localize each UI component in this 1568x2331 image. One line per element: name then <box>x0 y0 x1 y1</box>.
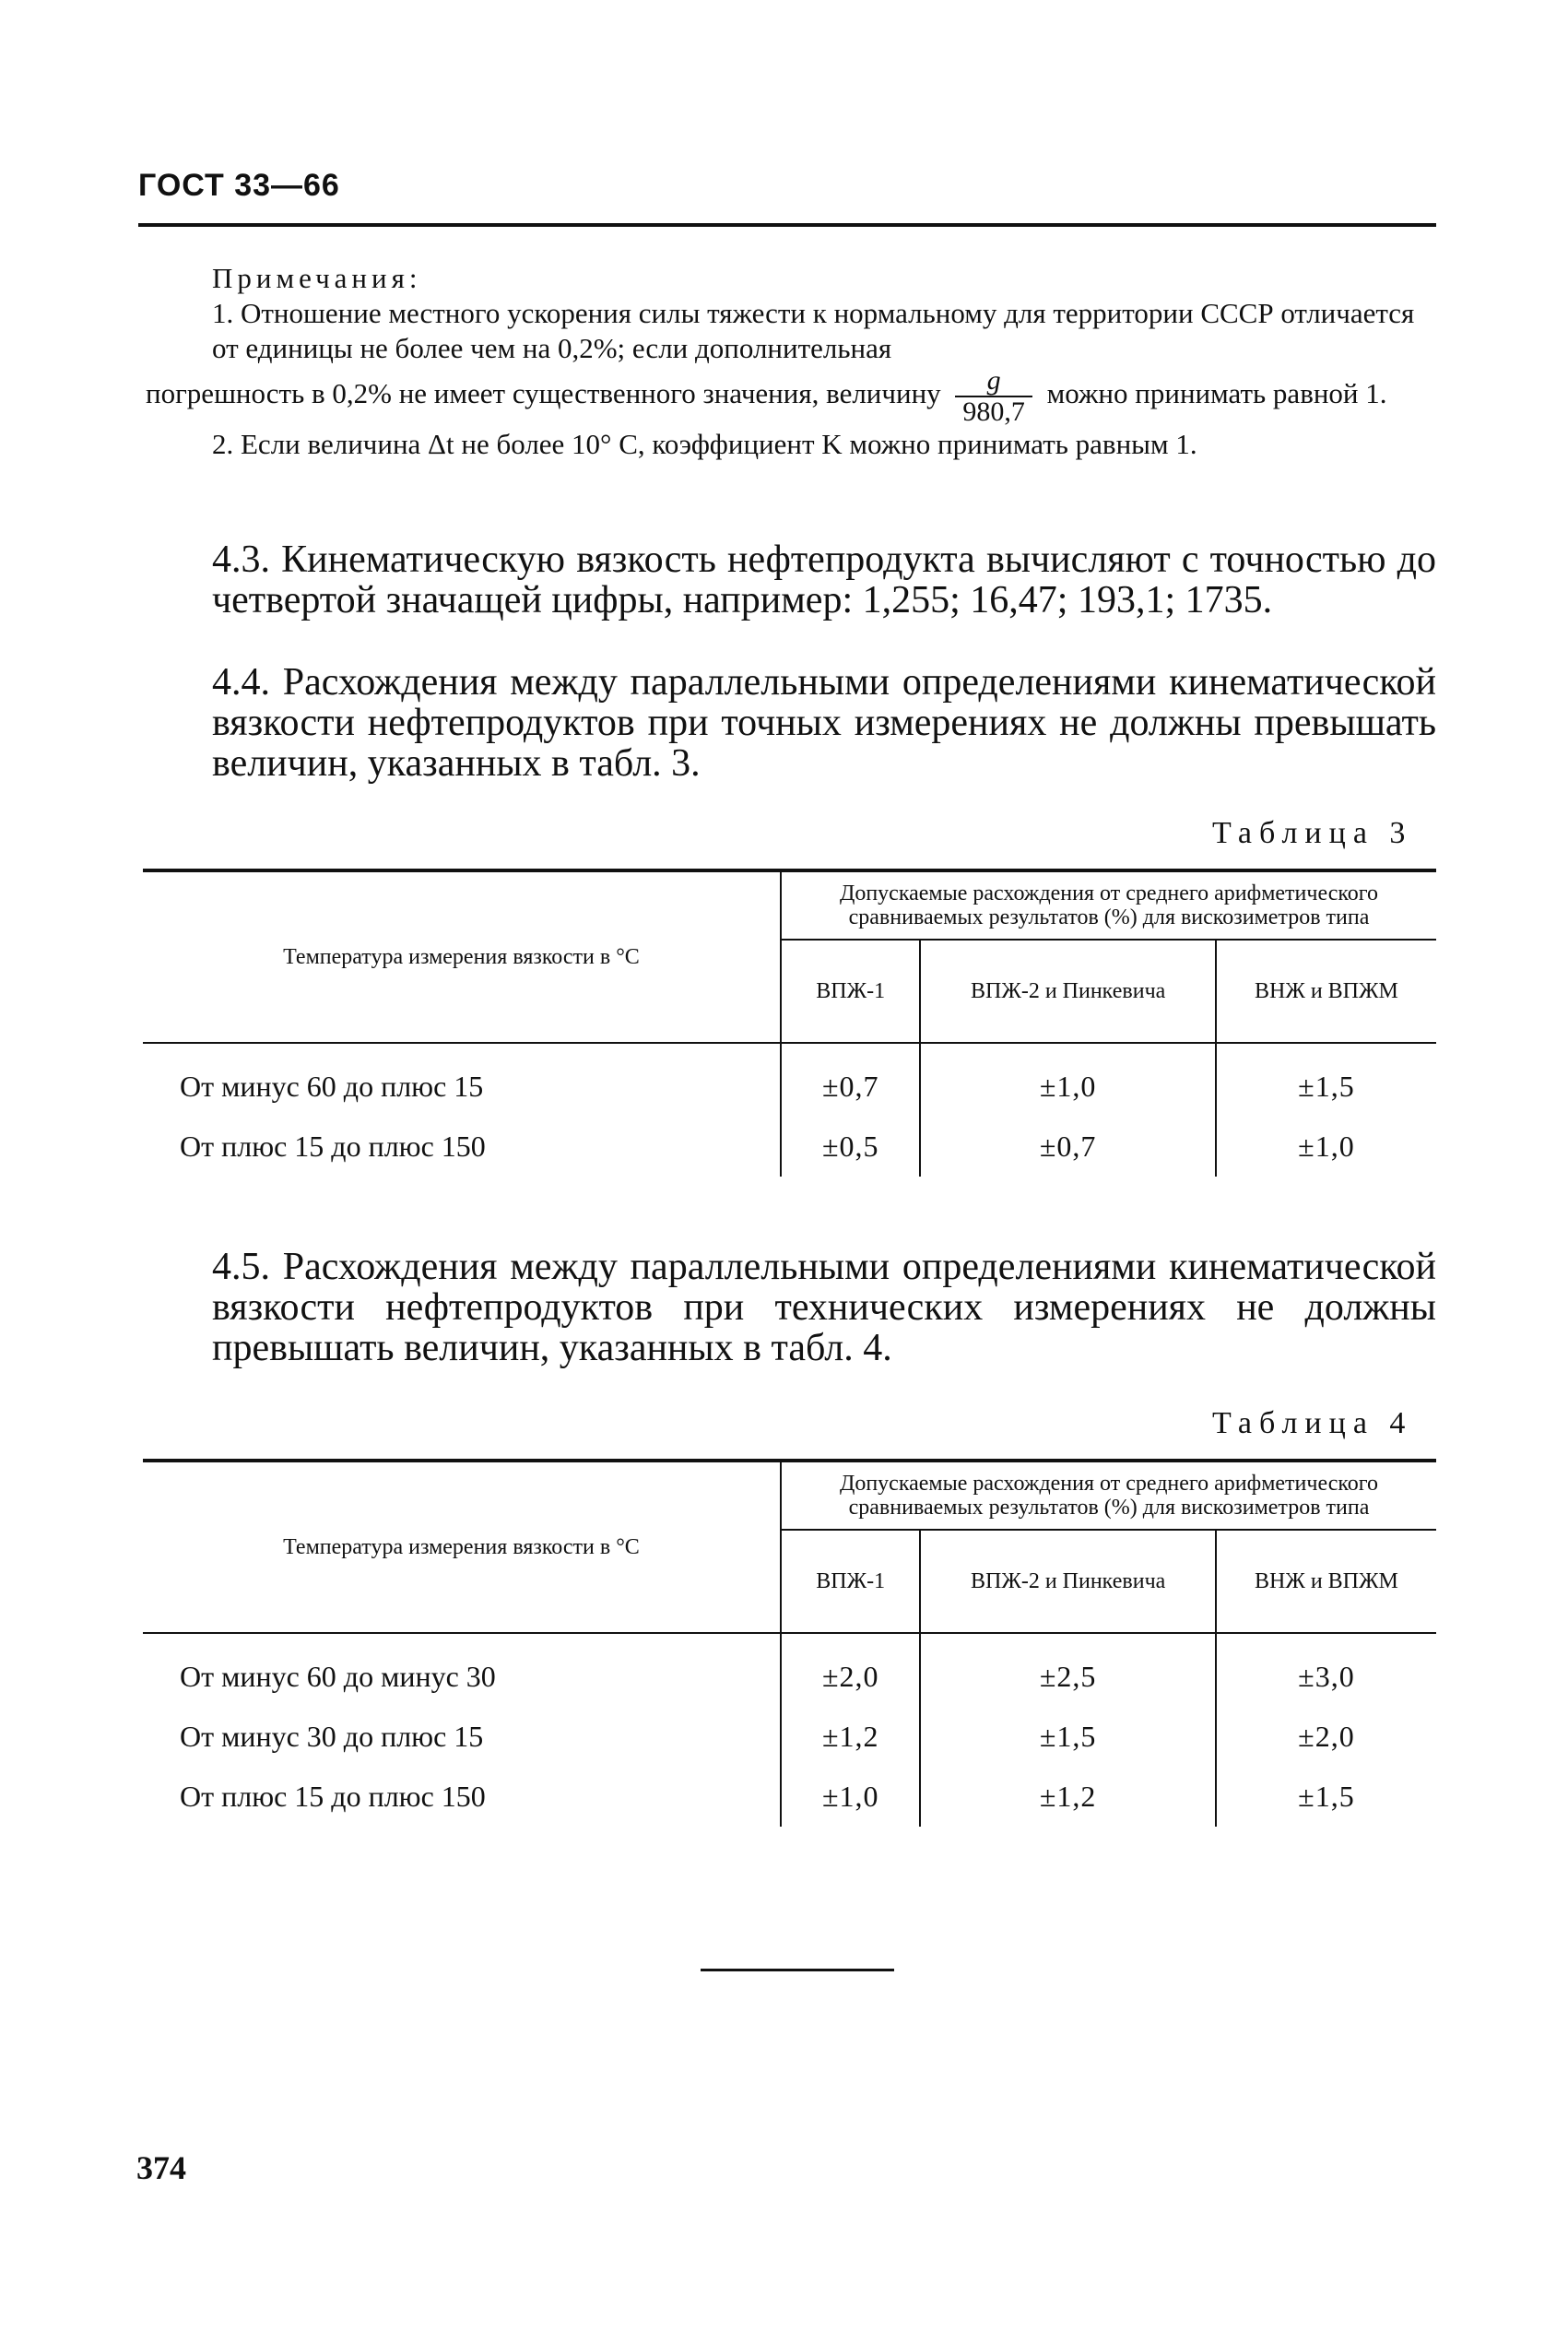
paragraph-4-3-text: 4.3. Кинематическую вязкость нефтепродукта вычисляют с точностью до четвертой значащей цифры, например: 1,255; 16,47; 193,1; 1735. <box>212 538 1436 621</box>
table-row <box>143 1633 1436 1707</box>
table-3-temp-header: Температура измерения вязкости в °С <box>143 870 781 1043</box>
table-3-caption: Таблица 3 <box>1212 816 1413 850</box>
table-4-row-3-label: От плюс 15 до плюс 150 <box>180 1780 486 1813</box>
table-4-row-1-v2: ±2,5 <box>920 1633 1215 1707</box>
fraction <box>955 366 1032 427</box>
paragraph-4-4-text: 4.4. Расхождения между параллельными определениями кинематической вязкости нефтепродуктов при точных измерениях не должны превышать величин, указанных в табл. 3. <box>212 661 1436 785</box>
paragraph-4-5-text: 4.5. Расхождения между параллельными определениями кинематической вязкости нефтепродуктов при технических измерениях не должны превышать величин, указанных в табл. 4. <box>212 1246 1436 1369</box>
paragraph-4-4 <box>146 662 1436 784</box>
table-4-caption: Таблица 4 <box>1212 1406 1413 1440</box>
header-rule <box>138 223 1436 227</box>
table-3-col-vnzh: ВНЖ и ВПЖМ <box>1216 940 1436 1043</box>
note-1-part-b <box>146 366 1436 427</box>
table-4-row-2-v2: ±1,5 <box>920 1707 1215 1767</box>
note-1-part-c: можно принимать равной 1. <box>1046 377 1387 410</box>
table-3-row-2-label: От плюс 15 до плюс 150 <box>180 1130 486 1163</box>
notes-title: Примечания: <box>212 262 422 294</box>
table-3-row-1-label: От минус 60 до плюс 15 <box>180 1070 484 1103</box>
table-3-row-2-v1: ±0,5 <box>781 1117 920 1177</box>
paragraph-4-5 <box>146 1247 1436 1368</box>
table-4-row-2-v1: ±1,2 <box>781 1707 920 1767</box>
table-row <box>143 1117 1436 1177</box>
table-4-row-2-v3: ±2,0 <box>1216 1707 1436 1767</box>
table-4 <box>143 1459 1436 1827</box>
table-4-group-header: Допускаемые расхождения от среднего арифметического сравниваемых результатов (%) для вискозиметров типа <box>781 1461 1436 1530</box>
table-3-group-header: Допускаемые расхождения от среднего арифметического сравниваемых результатов (%) для вискозиметров типа <box>781 870 1436 940</box>
table-4-row-1-v1: ±2,0 <box>781 1633 920 1707</box>
table-3-row-1-v3: ±1,5 <box>1216 1043 1436 1117</box>
table-row <box>143 1043 1436 1117</box>
table-3-row-2-v3: ±1,0 <box>1216 1117 1436 1177</box>
page-number: 374 <box>136 2149 186 2186</box>
table-4-row-1-v3: ±3,0 <box>1216 1633 1436 1707</box>
table-row <box>143 1707 1436 1767</box>
table-4-row-1-label: От минус 60 до минус 30 <box>180 1660 496 1693</box>
table-3-col-vpzh1: ВПЖ-1 <box>781 940 920 1043</box>
table-3-row-1-v2: ±1,0 <box>920 1043 1215 1117</box>
fraction-numerator: g <box>955 366 1032 397</box>
table-3-col-vpzh2: ВПЖ-2 и Пинкевича <box>920 940 1215 1043</box>
fraction-denominator: 980,7 <box>962 396 1025 427</box>
footer-divider <box>701 1969 894 1971</box>
table-row <box>143 1767 1436 1827</box>
note-1-part-a: 1. Отношение местного ускорения силы тяжести к нормальному для территории СССР отличается от единицы не более чем на 0,2%; если дополнительная <box>212 297 1415 364</box>
document-code: ГОСТ 33—66 <box>138 168 340 203</box>
note-1-part-b-text: погрешность в 0,2% не имеет существенного значения, величину <box>146 377 941 410</box>
table-3-row-1-v1: ±0,7 <box>781 1043 920 1117</box>
table-4-row-3-v1: ±1,0 <box>781 1767 920 1827</box>
table-4-row-2-label: От минус 30 до плюс 15 <box>180 1720 484 1753</box>
table-4-row-3-v2: ±1,2 <box>920 1767 1215 1827</box>
notes-block <box>146 261 1436 462</box>
table-3-row-2-v2: ±0,7 <box>920 1117 1215 1177</box>
note-2: 2. Если величина Δt не более 10° С, коэффициент K можно принимать равным 1. <box>212 428 1197 460</box>
paragraph-4-3 <box>146 539 1436 621</box>
table-4-col-vpzh2: ВПЖ-2 и Пинкевича <box>920 1530 1215 1633</box>
table-4-col-vpzh1: ВПЖ-1 <box>781 1530 920 1633</box>
table-4-col-vnzh: ВНЖ и ВПЖМ <box>1216 1530 1436 1633</box>
table-4-temp-header: Температура измерения вязкости в °С <box>143 1461 781 1633</box>
table-3 <box>143 869 1436 1177</box>
table-4-row-3-v3: ±1,5 <box>1216 1767 1436 1827</box>
